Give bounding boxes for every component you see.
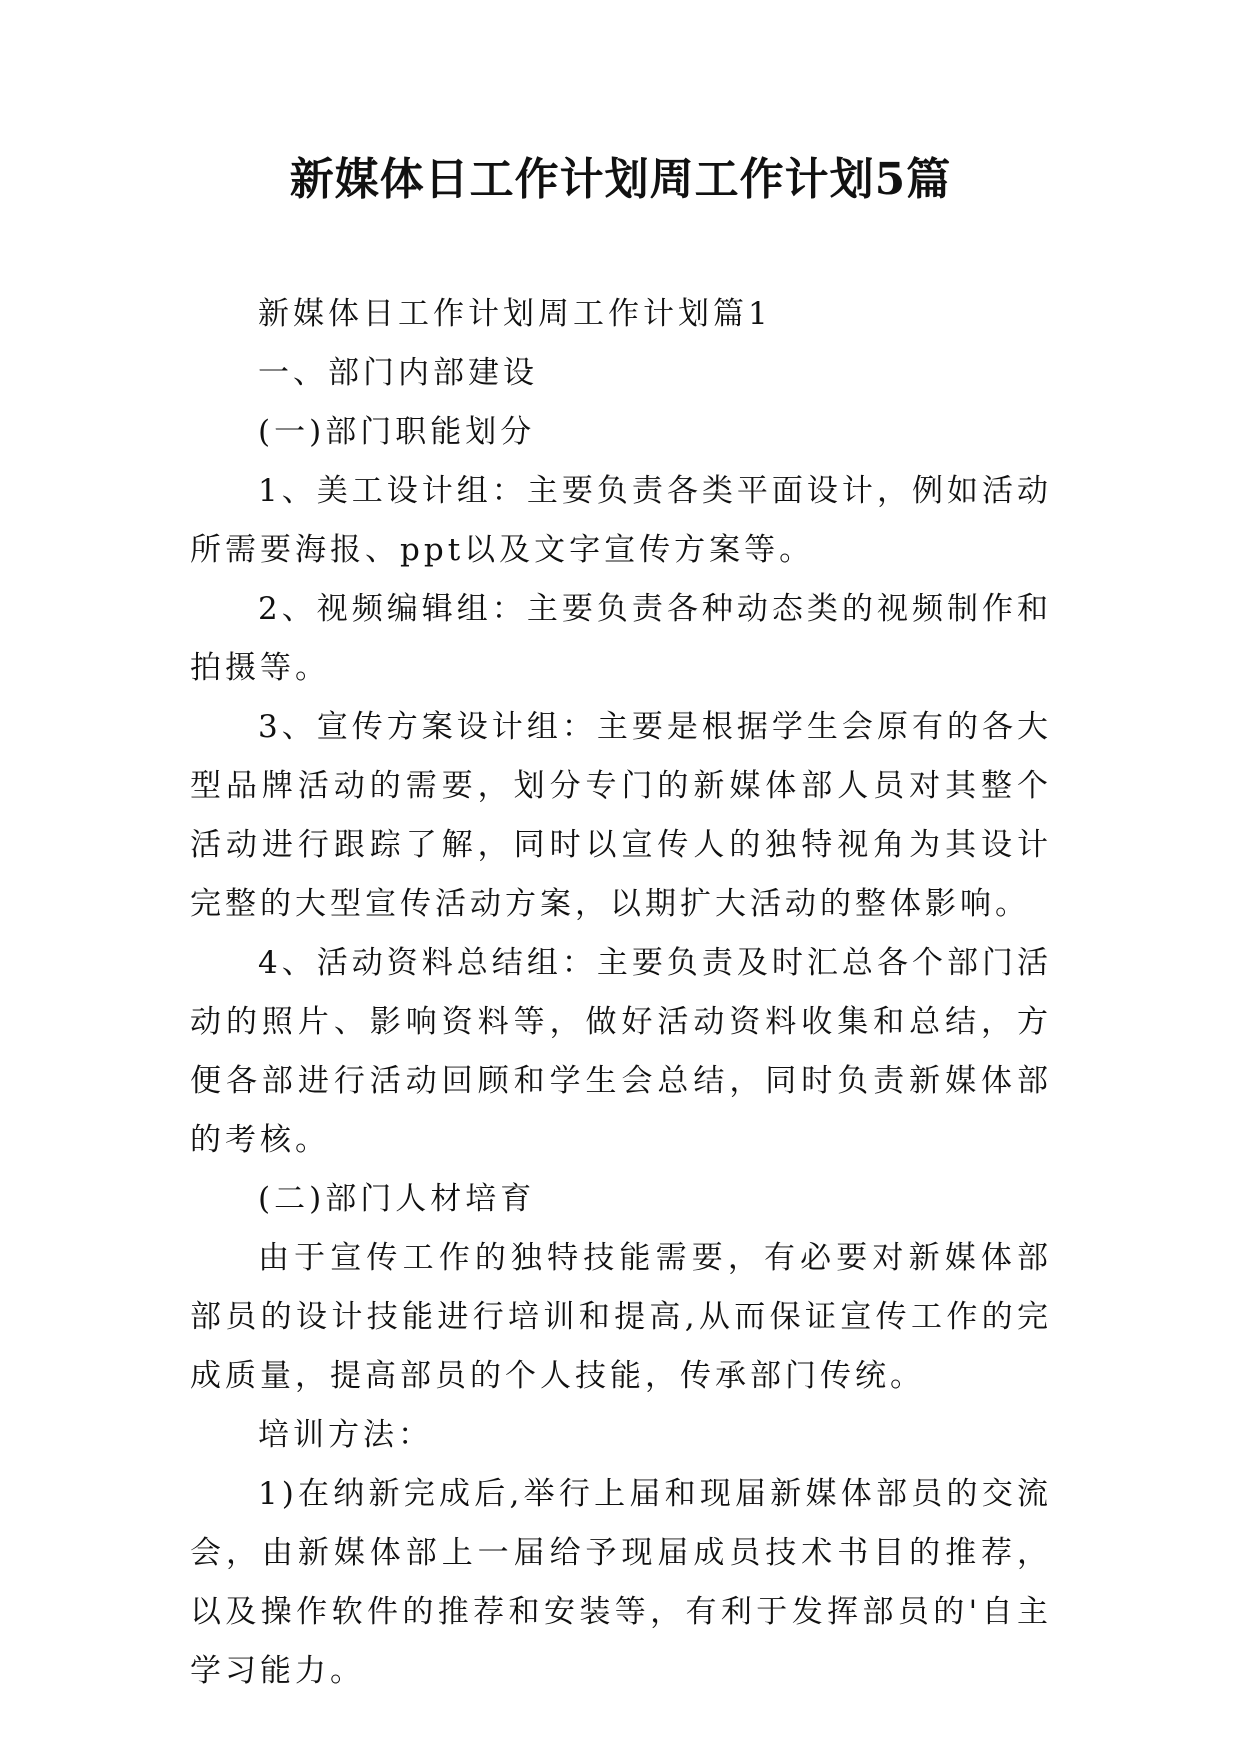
document-title: 新媒体日工作计划周工作计划5篇 bbox=[289, 154, 952, 205]
body-paragraph: 由于宣传工作的独特技能需要，有必要对新媒体部部员的设计技能进行培训和提高,从而保证宣传工作的完成质量，提高部员的个人技能，传承部门传统。 bbox=[190, 1240, 1052, 1394]
body-paragraph: 培训方法： bbox=[258, 1417, 433, 1453]
body-paragraph: 2、视频编辑组：主要负责各种动态类的视频制作和拍摄等。 bbox=[190, 591, 1052, 686]
body-paragraph: 1、美工设计组：主要负责各类平面设计，例如活动所需要海报、ppt以及文字宣传方案等。 bbox=[190, 473, 1052, 568]
section-heading: 新媒体日工作计划周工作计划篇1 bbox=[258, 296, 772, 332]
body-paragraph: 1)在纳新完成后,举行上届和现届新媒体部员的交流会，由新媒体部上一届给予现届成员技术书目的推荐，以及操作软件的推荐和安装等，有利于发挥部员的'自主学习能力。 bbox=[190, 1476, 1052, 1689]
subsection-heading: (二)部门人材培育 bbox=[258, 1181, 536, 1217]
body-paragraph: 3、宣传方案设计组：主要是根据学生会原有的各大型品牌活动的需要，划分专门的新媒体部人员对其整个活动进行跟踪了解，同时以宣传人的独特视角为其设计完整的大型宣传活动方案，以期扩大活动的整体影响。 bbox=[190, 709, 1052, 922]
body-paragraph: 4、活动资料总结组：主要负责及时汇总各个部门活动的照片、影响资料等，做好活动资料收集和总结，方便各部进行活动回顾和学生会总结，同时负责新媒体部的考核。 bbox=[190, 945, 1052, 1158]
subsection-heading: 一、部门内部建设 bbox=[258, 355, 538, 391]
subsection-heading: (一)部门职能划分 bbox=[258, 414, 536, 450]
document-body bbox=[190, 285, 1052, 1701]
